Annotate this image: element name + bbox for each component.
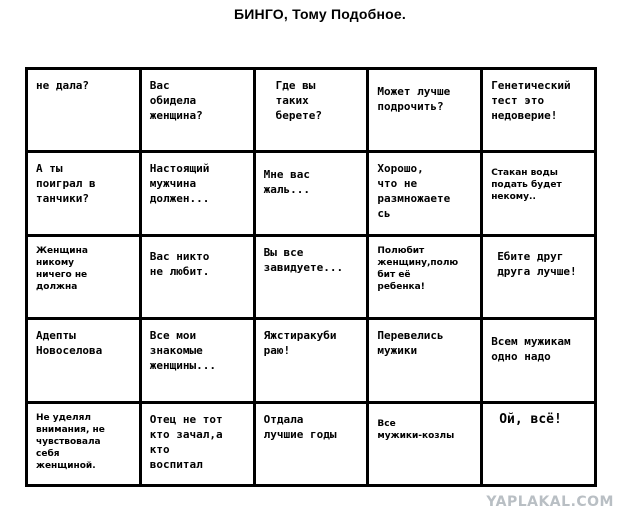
bingo-cell <box>256 153 370 236</box>
bingo-cell <box>483 237 597 320</box>
bingo-cell <box>369 237 483 320</box>
bingo-cell <box>28 237 142 320</box>
bingo-cell <box>369 404 483 487</box>
cell-text: не дала? <box>36 79 89 92</box>
bingo-cell <box>369 153 483 236</box>
cell-text: Яжстиракуби раю! <box>263 329 337 358</box>
bingo-cell <box>369 70 483 153</box>
page-title: БИНГО, Тому Подобное. <box>234 6 406 22</box>
bingo-cell <box>142 237 256 320</box>
cell-text: Ой, всё! <box>499 411 562 427</box>
bingo-cell <box>142 404 256 487</box>
cell-text: Всем мужикам одно надо <box>491 335 571 364</box>
cell-text: Адепты Новоселова <box>36 329 103 358</box>
bingo-cell <box>28 404 142 487</box>
bingo-cell <box>256 320 370 403</box>
cell-text: Мне вас жаль... <box>263 168 310 197</box>
bingo-cell <box>256 70 370 153</box>
cell-text: Отдала лучшие годы <box>263 412 337 441</box>
cell-text: Не уделял внимания, не чувствовала себя женщиной. <box>36 412 105 471</box>
bingo-cell <box>369 320 483 403</box>
cell-text: Перевелись мужики <box>377 329 444 358</box>
bingo-grid <box>25 67 597 487</box>
cell-text: Где вы таких берете? <box>275 79 322 122</box>
bingo-cell <box>483 153 597 236</box>
bingo-cell <box>483 320 597 403</box>
watermark-logo: YAPLAKAL.COM <box>486 494 614 510</box>
cell-text: Ебите друг друга лучше! <box>497 249 577 278</box>
bingo-cell <box>28 70 142 153</box>
cell-text: Женщина никому ничего не должна <box>36 245 88 292</box>
bingo-cell <box>28 320 142 403</box>
cell-text: Настоящий мужчина должен... <box>149 162 210 206</box>
cell-text: Полюбит женщину,полю бит её ребенка! <box>377 245 459 292</box>
cell-text: Отец не тот кто зачал,а кто воспитал <box>149 412 223 471</box>
cell-text: Все мужики-козлы <box>377 418 455 441</box>
cell-text: Все мои знакомые женщины... <box>149 329 217 373</box>
cell-text: Вас обидела женщина? <box>149 79 203 122</box>
bingo-cell <box>483 70 597 153</box>
cell-text: Вас никто не любит. <box>149 249 210 278</box>
cell-text: Хорошо, что не размножаете сь <box>377 162 451 221</box>
cell-text: Генетический тест это недоверие! <box>491 79 571 122</box>
bingo-cell <box>256 237 370 320</box>
cell-text: Вы все завидуете... <box>263 245 344 274</box>
cell-text: Стакан воды подать будет некому.. <box>491 168 562 203</box>
cell-text: Может лучше подрочить? <box>377 85 451 113</box>
bingo-cell <box>28 153 142 236</box>
bingo-cell <box>142 320 256 403</box>
bingo-cell <box>142 153 256 236</box>
bingo-cell <box>142 70 256 153</box>
cell-text: А ты поиграл в танчики? <box>36 162 96 206</box>
bingo-cell <box>256 404 370 487</box>
bingo-cell <box>483 404 597 487</box>
